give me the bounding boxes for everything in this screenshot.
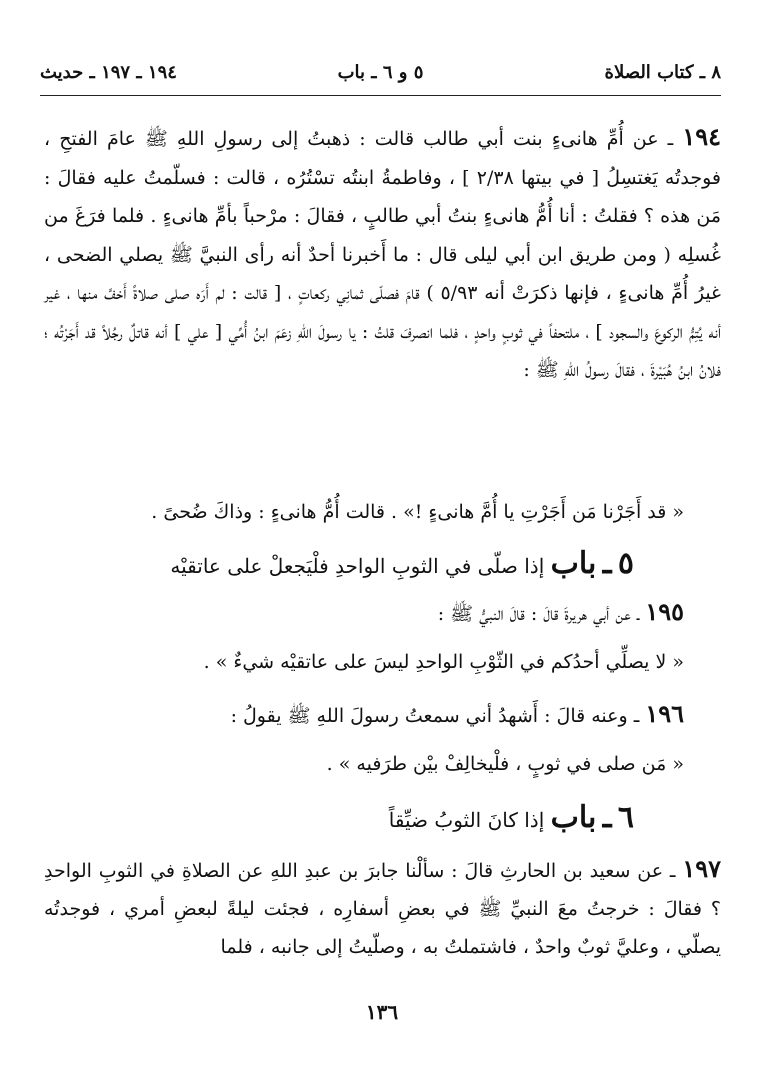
hadith-194-quote: « قد أَجَرْنا مَن أَجَرْتِ يا أُمَّ هانىءٍ !» . قالت أُمُّ هانىءٍ : وذاكَ ضُحىً . [151,501,684,523]
bab-title: إذا صلّى في الثوبِ الواحدِ فلْيَجعلْ على عاتقيْه [170,554,545,578]
hadith-number: ١٩٥ [645,597,684,626]
bab-5-heading [44,544,634,586]
hadith-text: ـ عن أبي هريرةَ قالَ : قالَ النبيُّ ﷺ : [437,603,640,625]
hadith-195 [44,594,684,632]
hadith-range: ١٩٤ ـ ١٩٧ ـ حديث [40,62,177,83]
hadith-196-quote: « مَن صلى في ثوبٍ ، فلْيخالِفْ بيْن طرَفيه » . [326,753,684,775]
page-number: ١٣٦ [365,1000,399,1024]
bab-word: باب [550,546,597,581]
hadith-number: ١٩٦ [645,699,684,728]
hadith-195-quote: « لا يصلِّي أحدُكم في الثّوْبِ الواحدِ ليسَ على عاتقيْه شيءٌ » . [203,651,684,673]
bab-dash: ـ [602,546,612,581]
hadith-194 [44,118,721,390]
section-title: ٥ و ٦ ـ باب [337,62,424,83]
hadith-194-paragraph [44,118,721,390]
hadith-number: ١٩٤ [682,122,721,151]
hadith-text: ـ وعنه قالَ : أَشهدُ أني سمعتُ رسولَ اللهِ ﷺ يقولُ : [230,705,640,727]
header-divider [40,95,721,96]
bab-word: باب [550,800,597,835]
bab-dash: ـ [602,800,612,835]
page-header [40,58,721,92]
bab-title: إذا كانَ الثوبُ ضيِّقاً [388,808,545,832]
bab-6-heading [44,798,634,840]
bab-number: ٥ [617,546,634,581]
bab-number: ٦ [617,800,634,835]
hadith-text: ـ عن أُمِّ هانىءٍ بنت أبي طالب قالت : ذهبتُ إلى رسولِ اللهِ ﷺ عامَ الفتحِ ، فوجدتُه يَغتسِلُ [ في بيتها ٢/٣٨ ] ، وفاطمةُ ابنتُه تسْتُرُه ، قالت : فسلّمتُ عليه فقالَ : مَن هذه ؟ فقلتُ : أنا أُمُّ هانىءٍ بنتُ أبي طالبٍ ، فقالَ : مرْحباً بأمِّ هانىءٍ . فلما فرَغَ من غُسلِه ( ومن طريق ابن أبي ليلى قال : ما أَخبرنا أحدٌ أنه رأى النبيَّ ﷺ يصلي الضحى ، غيرُ أُمِّ هانىءٍ ، فإنها ذكرَتْ أنه ٥/٩٣ ) قامَ فصلّى ثمانِي ركعاتٍ ، [ قالت : لم أَرَه صلى صلاةً أَخفَّ منها ، غير أنه يُتِمُّ الركوعَ والسجود ] ، ملتحفاً في ثوبٍ واحدٍ ، فلما انصرفَ قلتُ : يا رسولَ اللهِ زعَمَ ابنُ أُمِّي [ علي ] أنه قاتلٌ رجُلاً قد أَجَرْتُه ؛ فلانُ ابنُ هُبَيْرةَ ، فقالَ رسولُ اللهِ ﷺ : [44,128,722,381]
hadith-number: ١٩٧ [682,854,721,883]
chapter-title: ٨ ـ كتاب الصلاة [604,62,721,83]
hadith-197 [44,850,721,966]
hadith-196 [44,696,684,734]
hadith-text: ـ عن سعيد بن الحارثِ قالَ : سألْنا جابرَ بن عبدِ اللهِ عن الصلاةِ في الثوبِ الواحدِ ؟ فقالَ : خرجتُ معَ النبيِّ ﷺ في بعضِ أسفارِه ، فجئت ليلةً لبعضِ أمري ، فوجدتُه يصلّي ، وعليَّ ثوبٌ واحدٌ ، فاشتملتُ به ، وصلّيتُ إلى جانبه ، فلما [44,860,721,958]
